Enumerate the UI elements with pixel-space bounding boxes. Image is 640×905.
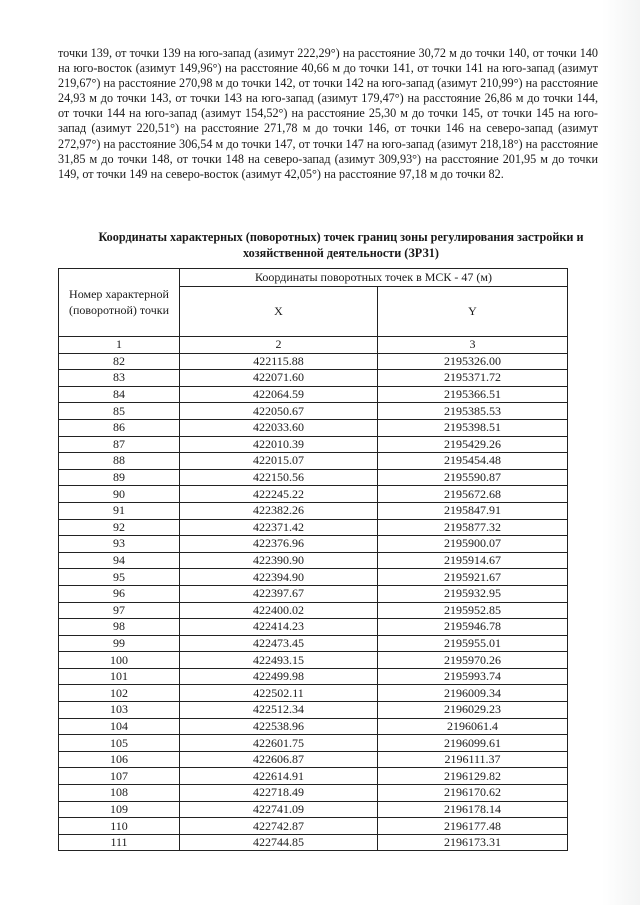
y-coordinate-cell: 2195914.67 bbox=[378, 552, 568, 569]
x-coordinate-cell: 422033.60 bbox=[180, 419, 378, 436]
x-coordinate-cell: 422744.85 bbox=[180, 834, 378, 851]
point-number-cell: 93 bbox=[59, 536, 180, 553]
x-coordinate-cell: 422493.15 bbox=[180, 652, 378, 669]
point-number-cell: 85 bbox=[59, 403, 180, 420]
table-row bbox=[59, 735, 568, 752]
x-coordinate-cell: 422614.91 bbox=[180, 768, 378, 785]
y-coordinate-cell: 2195946.78 bbox=[378, 619, 568, 636]
y-coordinate-cell: 2195847.91 bbox=[378, 502, 568, 519]
coordinates-table bbox=[58, 268, 568, 851]
point-number-cell: 88 bbox=[59, 453, 180, 470]
column-index-cell: 2 bbox=[180, 337, 378, 354]
point-number-cell: 92 bbox=[59, 519, 180, 536]
header-coordinates: Координаты поворотных точек в МСК - 47 (м) bbox=[180, 269, 568, 287]
x-coordinate-cell: 422499.98 bbox=[180, 668, 378, 685]
table-row bbox=[59, 635, 568, 652]
table-row bbox=[59, 818, 568, 835]
x-coordinate-cell: 422050.67 bbox=[180, 403, 378, 420]
table-row bbox=[59, 453, 568, 470]
point-number-cell: 94 bbox=[59, 552, 180, 569]
y-coordinate-cell: 2195672.68 bbox=[378, 486, 568, 503]
table-row bbox=[59, 370, 568, 387]
y-coordinate-cell: 2195385.53 bbox=[378, 403, 568, 420]
coordinates-table-body bbox=[59, 269, 568, 851]
y-coordinate-cell: 2195921.67 bbox=[378, 569, 568, 586]
point-number-cell: 102 bbox=[59, 685, 180, 702]
x-coordinate-cell: 422741.09 bbox=[180, 801, 378, 818]
table-row bbox=[59, 685, 568, 702]
table-row bbox=[59, 436, 568, 453]
x-coordinate-cell: 422512.34 bbox=[180, 702, 378, 719]
point-number-cell: 82 bbox=[59, 353, 180, 370]
y-coordinate-cell: 2196177.48 bbox=[378, 818, 568, 835]
x-coordinate-cell: 422473.45 bbox=[180, 635, 378, 652]
point-number-cell: 104 bbox=[59, 718, 180, 735]
point-number-cell: 110 bbox=[59, 818, 180, 835]
table-row bbox=[59, 585, 568, 602]
point-number-cell: 90 bbox=[59, 486, 180, 503]
x-coordinate-cell: 422601.75 bbox=[180, 735, 378, 752]
point-number-cell: 89 bbox=[59, 469, 180, 486]
point-number-cell: 105 bbox=[59, 735, 180, 752]
x-coordinate-cell: 422538.96 bbox=[180, 718, 378, 735]
point-number-cell: 87 bbox=[59, 436, 180, 453]
y-coordinate-cell: 2195952.85 bbox=[378, 602, 568, 619]
x-coordinate-cell: 422414.23 bbox=[180, 619, 378, 636]
table-row bbox=[59, 834, 568, 851]
point-number-cell: 91 bbox=[59, 502, 180, 519]
point-number-cell: 106 bbox=[59, 751, 180, 768]
header-x: X bbox=[180, 287, 378, 337]
boundary-description-paragraph: точки 139, от точки 139 на юго-запад (азимут 222,29°) на расстояние 30,72 м до точки 140, от точки 140 на юго-восток (азимут 149,96°) на расстояние 40,66 м до точки 141, от точки 141 на юго-запад (азимут 219,67°) на расстояние 270,98 м до точки 142, от точки 142 на юго-запад (азимут 210,99°) на расстояние 24,93 м до точки 143, от точки 143 на юго-запад (азимут 179,47°) на расстояние 26,86 м до точки 144, от точки 144 на юго-запад (азимут 154,52°) на расстояние 25,30 м до точки 145, от точки 145 на юго-запад (азимут 220,51°) на расстояние 271,78 м до точки 146, от точки 146 на северо-запад (азимут 272,97°) на расстояние 306,54 м до точки 147, от точки 147 на юго-запад (азимут 218,18°) на расстояние 31,85 м до точки 148, от точки 148 на северо-запад (азимут 309,93°) на расстояние 201,95 м до точки 149, от точки 149 на северо-восток (азимут 42,05°) на расстояние 97,18 м до точки 82. bbox=[58, 46, 598, 181]
y-coordinate-cell: 2195326.00 bbox=[378, 353, 568, 370]
table-row bbox=[59, 403, 568, 420]
x-coordinate-cell: 422371.42 bbox=[180, 519, 378, 536]
y-coordinate-cell: 2195590.87 bbox=[378, 469, 568, 486]
x-coordinate-cell: 422382.26 bbox=[180, 502, 378, 519]
point-number-cell: 101 bbox=[59, 668, 180, 685]
table-row bbox=[59, 419, 568, 436]
x-coordinate-cell: 422606.87 bbox=[180, 751, 378, 768]
table-row bbox=[59, 469, 568, 486]
table-row bbox=[59, 519, 568, 536]
point-number-cell: 84 bbox=[59, 386, 180, 403]
table-row bbox=[59, 536, 568, 553]
y-coordinate-cell: 2195900.07 bbox=[378, 536, 568, 553]
y-coordinate-cell: 2195932.95 bbox=[378, 585, 568, 602]
table-row bbox=[59, 751, 568, 768]
column-index-row bbox=[59, 337, 568, 354]
column-index-cell: 3 bbox=[378, 337, 568, 354]
x-coordinate-cell: 422064.59 bbox=[180, 386, 378, 403]
y-coordinate-cell: 2196111.37 bbox=[378, 751, 568, 768]
point-number-cell: 107 bbox=[59, 768, 180, 785]
table-row bbox=[59, 718, 568, 735]
y-coordinate-cell: 2195993.74 bbox=[378, 668, 568, 685]
x-coordinate-cell: 422010.39 bbox=[180, 436, 378, 453]
y-coordinate-cell: 2195970.26 bbox=[378, 652, 568, 669]
point-number-cell: 99 bbox=[59, 635, 180, 652]
table-row bbox=[59, 602, 568, 619]
y-coordinate-cell: 2195371.72 bbox=[378, 370, 568, 387]
point-number-cell: 96 bbox=[59, 585, 180, 602]
point-number-cell: 111 bbox=[59, 834, 180, 851]
table-row bbox=[59, 768, 568, 785]
y-coordinate-cell: 2195955.01 bbox=[378, 635, 568, 652]
table-row bbox=[59, 652, 568, 669]
x-coordinate-cell: 422718.49 bbox=[180, 785, 378, 802]
point-number-cell: 100 bbox=[59, 652, 180, 669]
table-row bbox=[59, 619, 568, 636]
table-row bbox=[59, 569, 568, 586]
x-coordinate-cell: 422742.87 bbox=[180, 818, 378, 835]
y-coordinate-cell: 2196009.34 bbox=[378, 685, 568, 702]
point-number-cell: 97 bbox=[59, 602, 180, 619]
y-coordinate-cell: 2196029.23 bbox=[378, 702, 568, 719]
x-coordinate-cell: 422245.22 bbox=[180, 486, 378, 503]
x-coordinate-cell: 422397.67 bbox=[180, 585, 378, 602]
table-row bbox=[59, 785, 568, 802]
point-number-cell: 108 bbox=[59, 785, 180, 802]
table-row bbox=[59, 353, 568, 370]
table-row bbox=[59, 668, 568, 685]
x-coordinate-cell: 422400.02 bbox=[180, 602, 378, 619]
column-index-cell: 1 bbox=[59, 337, 180, 354]
point-number-cell: 86 bbox=[59, 419, 180, 436]
table-header-row bbox=[59, 269, 568, 287]
table-row bbox=[59, 502, 568, 519]
table-row bbox=[59, 386, 568, 403]
y-coordinate-cell: 2196170.62 bbox=[378, 785, 568, 802]
y-coordinate-cell: 2196173.31 bbox=[378, 834, 568, 851]
x-coordinate-cell: 422071.60 bbox=[180, 370, 378, 387]
header-point-number: Номер характерной (поворотной) точки bbox=[59, 269, 180, 337]
header-y: Y bbox=[378, 287, 568, 337]
x-coordinate-cell: 422376.96 bbox=[180, 536, 378, 553]
y-coordinate-cell: 2195429.26 bbox=[378, 436, 568, 453]
point-number-cell: 95 bbox=[59, 569, 180, 586]
table-row bbox=[59, 702, 568, 719]
table-row bbox=[59, 801, 568, 818]
x-coordinate-cell: 422015.07 bbox=[180, 453, 378, 470]
point-number-cell: 98 bbox=[59, 619, 180, 636]
table-title: Координаты характерных (поворотных) точек границ зоны регулирования застройки и хозяйственной деятельности (ЗРЗ1) bbox=[98, 230, 584, 260]
y-coordinate-cell: 2196129.82 bbox=[378, 768, 568, 785]
y-coordinate-cell: 2196061.4 bbox=[378, 718, 568, 735]
point-number-cell: 103 bbox=[59, 702, 180, 719]
x-coordinate-cell: 422390.90 bbox=[180, 552, 378, 569]
x-coordinate-cell: 422502.11 bbox=[180, 685, 378, 702]
page-edge-shadow bbox=[602, 0, 640, 905]
y-coordinate-cell: 2196099.61 bbox=[378, 735, 568, 752]
y-coordinate-cell: 2195454.48 bbox=[378, 453, 568, 470]
table-row bbox=[59, 486, 568, 503]
y-coordinate-cell: 2195877.32 bbox=[378, 519, 568, 536]
x-coordinate-cell: 422150.56 bbox=[180, 469, 378, 486]
x-coordinate-cell: 422394.90 bbox=[180, 569, 378, 586]
point-number-cell: 83 bbox=[59, 370, 180, 387]
table-row bbox=[59, 552, 568, 569]
x-coordinate-cell: 422115.88 bbox=[180, 353, 378, 370]
y-coordinate-cell: 2196178.14 bbox=[378, 801, 568, 818]
y-coordinate-cell: 2195366.51 bbox=[378, 386, 568, 403]
y-coordinate-cell: 2195398.51 bbox=[378, 419, 568, 436]
point-number-cell: 109 bbox=[59, 801, 180, 818]
